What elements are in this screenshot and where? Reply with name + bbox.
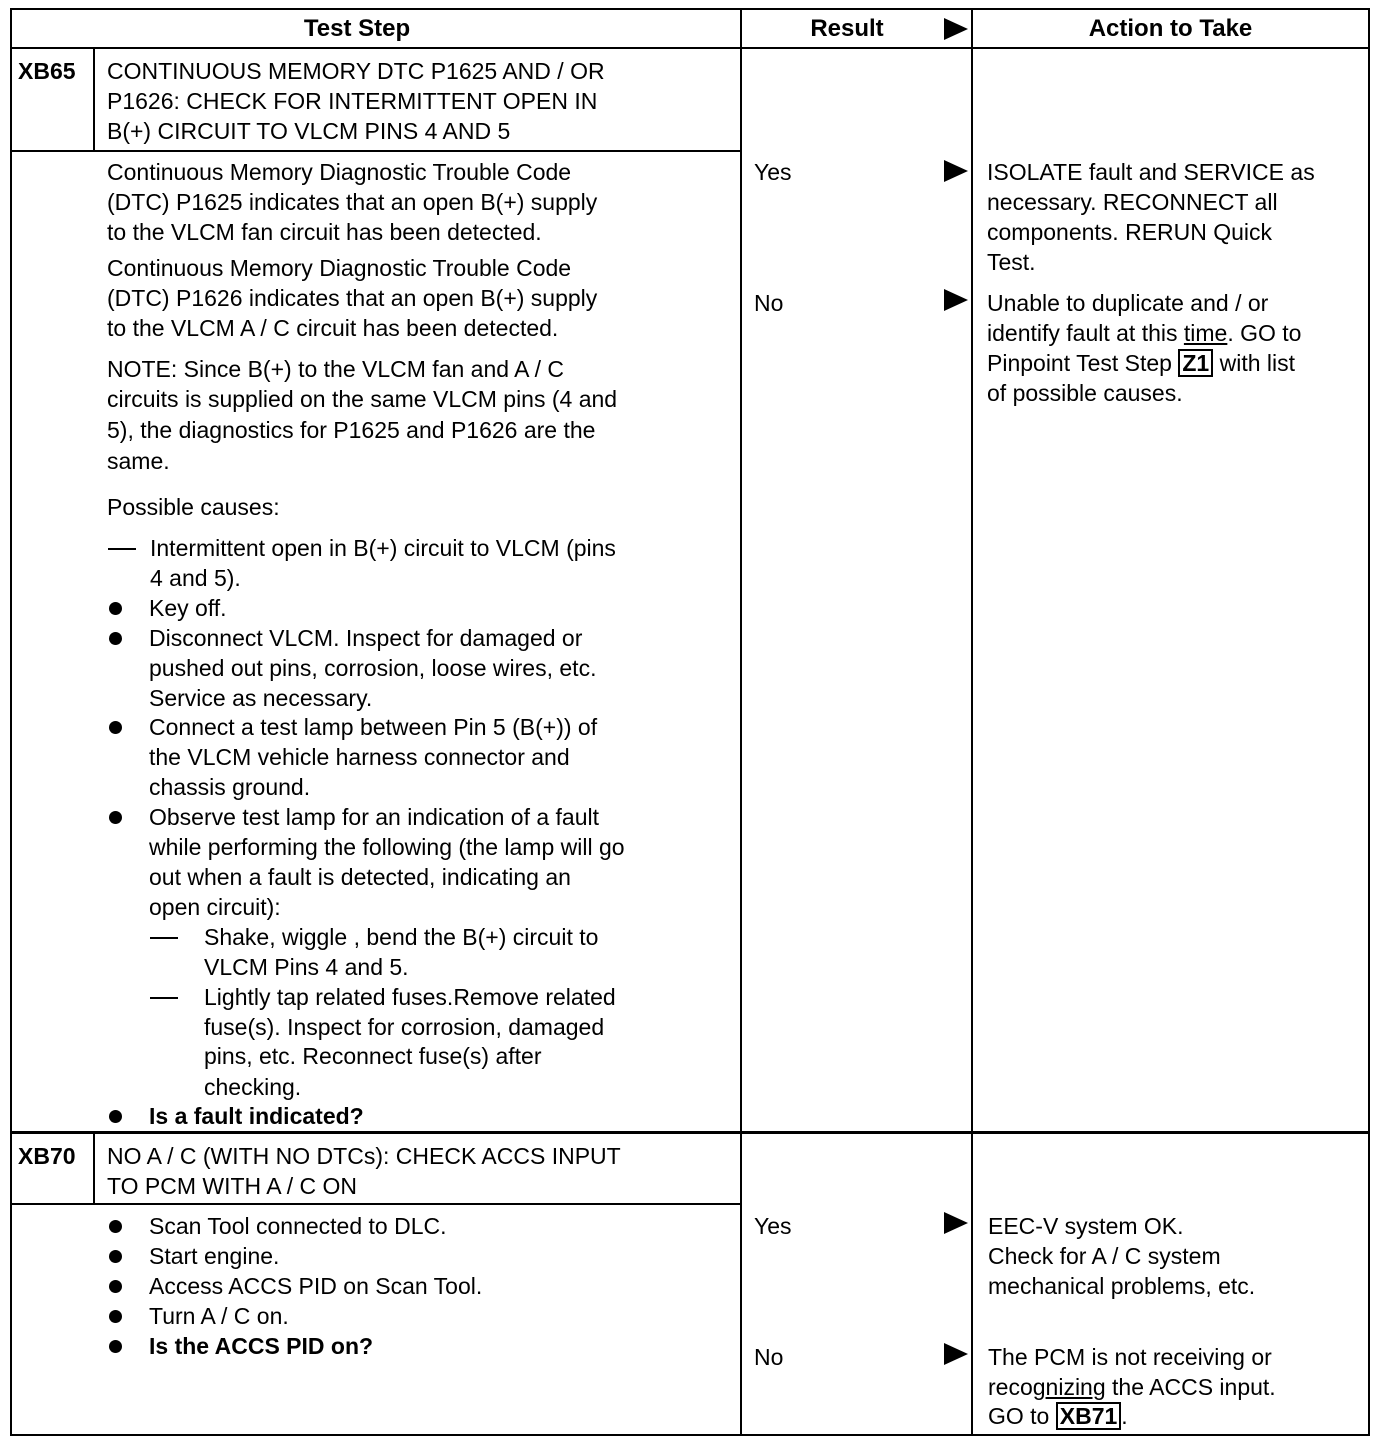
xb65-para2-line: to the VLCM A / C circuit has been detected. (107, 315, 559, 341)
xb65-yes-action-line: necessary. RECONNECT all (987, 189, 1278, 215)
dash-icon (108, 548, 136, 550)
xb70-result-yes: Yes (754, 1213, 792, 1239)
bullet-icon (109, 811, 122, 824)
text-span: Pinpoint Test Step (987, 350, 1179, 376)
step-id-xb65: XB65 (18, 58, 76, 84)
xb70-no-action-line (988, 1401, 1128, 1431)
step-line: open circuit): (149, 894, 281, 920)
xb65-note-line: NOTE: Since B(+) to the VLCM fan and A / C (107, 356, 565, 382)
substep-line: pins, etc. Reconnect fuse(s) after (204, 1043, 542, 1069)
step-id-xb70: XB70 (18, 1143, 76, 1169)
dash-icon (150, 997, 178, 999)
header-action: Action to Take (1088, 15, 1253, 42)
header-test-step: Test Step (303, 15, 411, 42)
step-line: Disconnect VLCM. Inspect for damaged or (149, 625, 583, 651)
arrow-icon (944, 289, 968, 311)
xb65-result-no: No (754, 290, 784, 316)
step-ref-z1-link[interactable]: Z1 (1178, 349, 1213, 377)
text-span: . GO to (1227, 320, 1302, 346)
xb65-para1-line: (DTC) P1625 indicates that an open B(+) supply (107, 189, 598, 215)
cause-line: 4 and 5). (150, 565, 241, 591)
header-divider (10, 47, 1370, 49)
substep-line: VLCM Pins 4 and 5. (204, 954, 409, 980)
xb65-para2-line: Continuous Memory Diagnostic Trouble Code (107, 255, 572, 281)
bullet-icon (109, 1310, 122, 1323)
col-divider-result (740, 8, 742, 1436)
cause-line: Intermittent open in B(+) circuit to VLCM (pins (150, 535, 616, 561)
xb65-no-action-line: Unable to duplicate and / or (987, 290, 1269, 316)
text-span: time (1183, 320, 1228, 346)
xb65-note-line: 5), the diagnostics for P1625 and P1626 are the (107, 417, 596, 443)
dash-icon (150, 937, 178, 939)
header-arrow-icon (944, 18, 968, 40)
xb70-yes-action-line: mechanical problems, etc. (988, 1273, 1256, 1299)
xb70-title-line: TO PCM WITH A / C ON (107, 1173, 358, 1199)
step-line: while performing the following (the lamp will go (149, 834, 625, 860)
xb70-result-no: No (754, 1344, 784, 1370)
xb70-no-action-line (988, 1372, 1276, 1402)
xb65-title-line: B(+) CIRCUIT TO VLCM PINS 4 AND 5 (107, 118, 511, 144)
xb65-para1-line: Continuous Memory Diagnostic Trouble Code (107, 159, 572, 185)
table-border-right (1368, 8, 1370, 1436)
xb70-yes-action-line: Check for A / C system (988, 1243, 1221, 1269)
bullet-icon (109, 1340, 122, 1353)
step-line: out when a fault is detected, indicating an (149, 864, 571, 890)
section-divider (10, 1131, 1370, 1134)
xb65-yes-action-line: components. RERUN Quick (987, 219, 1273, 245)
id-divider-xb65 (93, 47, 95, 152)
substep-line: Lightly tap related fuses.Remove related (204, 984, 616, 1010)
table-border-top (10, 8, 1370, 10)
step-line: pushed out pins, corrosion, loose wires, etc. (149, 655, 597, 681)
xb65-no-action-line: of possible causes. (987, 380, 1183, 406)
xb65-yes-action-line: Test. (987, 249, 1036, 275)
xb65-no-action-line (987, 318, 1301, 348)
bullet-icon (109, 602, 122, 615)
xb70-step-line: Scan Tool connected to DLC. (149, 1213, 447, 1239)
bullet-icon (109, 1220, 122, 1233)
text-span: recog (988, 1374, 1046, 1400)
xb65-para1-line: to the VLCM fan circuit has been detected. (107, 219, 542, 245)
col-divider-action (971, 8, 973, 1436)
xb65-no-action-line (987, 348, 1295, 378)
xb70-yes-action-line: EEC-V system OK. (988, 1213, 1184, 1239)
arrow-icon (944, 1212, 968, 1234)
xb70-no-action-line: The PCM is not receiving or (988, 1344, 1272, 1370)
step-line: Observe test lamp for an indication of a fault (149, 804, 600, 830)
text-span: GO to (988, 1403, 1056, 1429)
xb70-title-line: NO A / C (WITH NO DTCs): CHECK ACCS INPUT (107, 1143, 621, 1169)
table-border-bottom (10, 1434, 1370, 1436)
step-line: Connect a test lamp between Pin 5 (B(+)) of (149, 714, 598, 740)
xb70-step-line: Start engine. (149, 1243, 280, 1269)
xb65-note-line: same. (107, 448, 170, 474)
text-span: with list (1213, 350, 1296, 376)
arrow-icon (944, 1343, 968, 1365)
possible-causes-label: Possible causes: (107, 494, 280, 520)
step-line: Service as necessary. (149, 685, 373, 711)
text-span: . (1121, 1403, 1128, 1429)
xb65-title-line: CONTINUOUS MEMORY DTC P1625 AND / OR (107, 58, 605, 84)
xb65-yes-action-line: ISOLATE fault and SERVICE as (987, 159, 1315, 185)
header-result: Result (810, 15, 884, 42)
bullet-icon (109, 1250, 122, 1263)
step-ref-xb71-link[interactable]: XB71 (1056, 1402, 1122, 1430)
substep-line: Shake, wiggle , bend the B(+) circuit to (204, 924, 599, 950)
step-line: Key off. (149, 595, 227, 621)
substep-line: checking. (204, 1074, 302, 1100)
bullet-icon (109, 721, 122, 734)
xb70-question: Is the ACCS PID on? (149, 1333, 374, 1359)
step-line: chassis ground. (149, 774, 311, 800)
text-span: identify fault at this (987, 320, 1184, 346)
id-divider-xb70 (93, 1131, 95, 1205)
xb65-note-line: circuits is supplied on the same VLCM pins (4 and (107, 386, 618, 412)
xb65-para2-line: (DTC) P1626 indicates that an open B(+) supply (107, 285, 598, 311)
xb65-question: Is a fault indicated? (149, 1103, 364, 1129)
bullet-icon (109, 1110, 122, 1123)
text-span: nizing (1045, 1374, 1106, 1400)
substep-line: fuse(s). Inspect for corrosion, damaged (204, 1014, 605, 1040)
arrow-icon (944, 160, 968, 182)
xb70-title-divider (10, 1203, 741, 1205)
bullet-icon (109, 632, 122, 645)
step-line: the VLCM vehicle harness connector and (149, 744, 570, 770)
xb70-step-line: Access ACCS PID on Scan Tool. (149, 1273, 483, 1299)
xb70-step-line: Turn A / C on. (149, 1303, 289, 1329)
xb65-title-line: P1626: CHECK FOR INTERMITTENT OPEN IN (107, 88, 598, 114)
table-border-left (10, 8, 12, 1436)
xb65-result-yes: Yes (754, 159, 792, 185)
bullet-icon (109, 1280, 122, 1293)
text-span: the ACCS input. (1105, 1374, 1276, 1400)
xb65-title-divider (10, 150, 741, 152)
